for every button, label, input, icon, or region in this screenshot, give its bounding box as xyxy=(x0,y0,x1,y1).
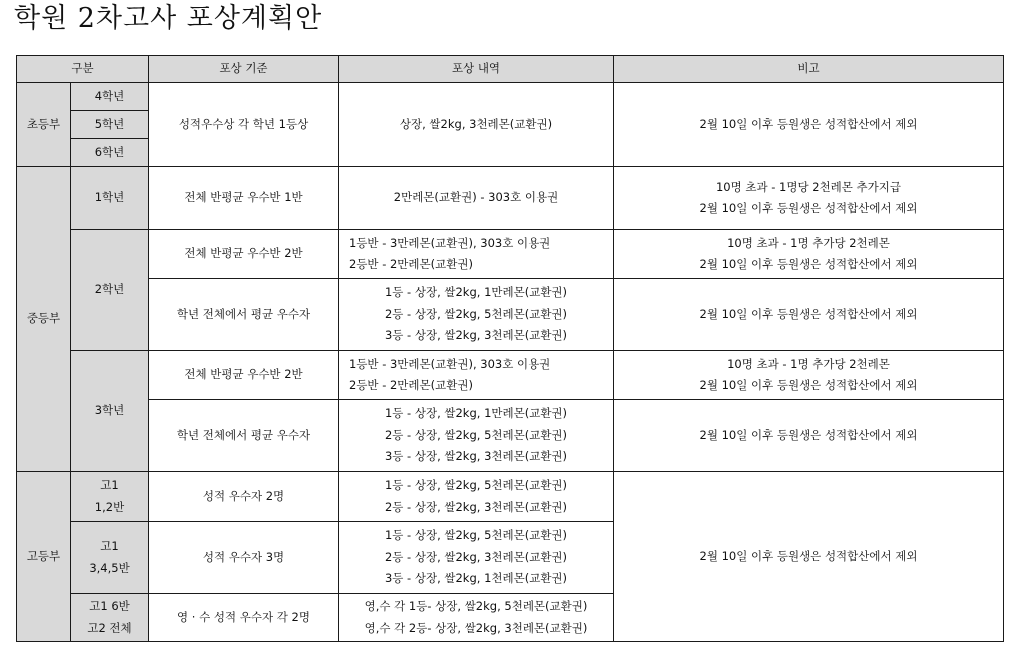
details-cell xyxy=(339,522,614,594)
table-row xyxy=(17,167,1004,230)
grade-line: 1,2반 xyxy=(94,499,125,514)
details-cell xyxy=(339,472,614,522)
details-cell: 2만레몬(교환권) - 303호 이용권 xyxy=(339,167,614,230)
division-middle: 중등부 xyxy=(17,167,71,472)
header-row xyxy=(17,56,1004,83)
grade-cell: 3학년 xyxy=(71,351,149,472)
table-row xyxy=(17,279,1004,351)
remarks-line: 10명 초과 - 1명 추가당 2천레몬 xyxy=(727,235,890,250)
header-division: 구분 xyxy=(17,56,149,83)
remarks-cell: 2월 10일 이후 등원생은 성적합산에서 제외 xyxy=(614,472,1004,642)
details-line: 1등 - 상장, 쌀2kg, 5천레몬(교환권) xyxy=(384,528,568,543)
grade-cell: 2학년 xyxy=(71,230,149,351)
grade-cell xyxy=(71,472,149,522)
details-line: 2등 - 상장, 쌀2kg, 5천레몬(교환권) xyxy=(384,427,568,442)
details-line: 1등반 - 3만레몬(교환권), 303호 이용권 xyxy=(349,235,551,250)
remarks-line: 2월 10일 이후 등원생은 성적합산에서 제외 xyxy=(699,378,918,392)
grade-cell: 5학년 xyxy=(71,111,149,139)
grade-line: 고1 xyxy=(100,478,119,492)
table-row xyxy=(17,230,1004,279)
details-line: 3등 - 상장, 쌀2kg, 3천레몬(교환권) xyxy=(384,449,568,464)
criteria-cell: 학년 전체에서 평균 우수자 xyxy=(149,400,339,472)
table-row xyxy=(17,400,1004,472)
table-row xyxy=(17,351,1004,400)
details-line: 1등반 - 3만레몬(교환권), 303호 이용권 xyxy=(349,356,551,371)
details-cell xyxy=(339,594,614,642)
remarks-line: 2월 10일 이후 등원생은 성적합산에서 제외 xyxy=(699,257,918,271)
table-row xyxy=(17,83,1004,111)
grade-line: 3,4,5반 xyxy=(89,560,130,575)
remarks-cell xyxy=(614,167,1004,230)
grade-cell: 1학년 xyxy=(71,167,149,230)
header-criteria: 포상 기준 xyxy=(149,56,339,83)
criteria-cell: 전체 반평균 우수반 1반 xyxy=(149,167,339,230)
details-cell xyxy=(339,351,614,400)
details-line: 2등반 - 2만레몬(교환권) xyxy=(349,257,473,271)
criteria-cell: 학년 전체에서 평균 우수자 xyxy=(149,279,339,351)
grade-cell: 4학년 xyxy=(71,83,149,111)
remarks-cell xyxy=(614,230,1004,279)
details-line: 3등 - 상장, 쌀2kg, 3천레몬(교환권) xyxy=(384,328,568,343)
criteria-cell: 성적우수상 각 학년 1등상 xyxy=(149,83,339,167)
header-details: 포상 내역 xyxy=(339,56,614,83)
details-line: 2등반 - 2만레몬(교환권) xyxy=(349,378,473,392)
details-line: 2등 - 상장, 쌀2kg, 5천레몬(교환권) xyxy=(384,306,568,321)
criteria-cell: 성적 우수자 2명 xyxy=(149,472,339,522)
grade-cell: 6학년 xyxy=(71,139,149,167)
award-plan-table xyxy=(16,55,1004,642)
criteria-cell: 전체 반평균 우수반 2반 xyxy=(149,230,339,279)
criteria-cell: 성적 우수자 3명 xyxy=(149,522,339,594)
division-high: 고등부 xyxy=(17,472,71,642)
details-line: 2등 - 상장, 쌀2kg, 3천레몬(교환권) xyxy=(384,499,568,514)
details-line: 1등 - 상장, 쌀2kg, 5천레몬(교환권) xyxy=(384,478,568,492)
details-cell xyxy=(339,279,614,351)
remarks-cell xyxy=(614,351,1004,400)
grade-line: 고1 xyxy=(100,539,119,553)
remarks-line: 10명 초과 - 1명 추가당 2천레몬 xyxy=(727,356,890,371)
remarks-line: 10명 초과 - 1명당 2천레몬 추가지급 xyxy=(715,179,901,194)
table-row xyxy=(17,472,1004,522)
details-cell xyxy=(339,230,614,279)
document-title: 학원 2차고사 포상계획안 xyxy=(14,3,323,34)
criteria-cell: 영 · 수 성적 우수자 각 2명 xyxy=(149,594,339,642)
details-cell xyxy=(339,400,614,472)
details-line: 2등 - 상장, 쌀2kg, 3천레몬(교환권) xyxy=(384,549,568,564)
details-line: 영,수 각 2등- 상장, 쌀2kg, 3천레몬(교환권) xyxy=(364,620,588,635)
details-cell: 상장, 쌀2kg, 3천레몬(교환권) xyxy=(339,83,614,167)
grade-cell xyxy=(71,594,149,642)
details-line: 1등 - 상장, 쌀2kg, 1만레몬(교환권) xyxy=(384,406,568,421)
criteria-cell: 전체 반평균 우수반 2반 xyxy=(149,351,339,400)
remarks-cell: 2월 10일 이후 등원생은 성적합산에서 제외 xyxy=(614,83,1004,167)
remarks-cell: 2월 10일 이후 등원생은 성적합산에서 제외 xyxy=(614,400,1004,472)
division-elementary: 초등부 xyxy=(17,83,71,167)
details-line: 영,수 각 1등- 상장, 쌀2kg, 5천레몬(교환권) xyxy=(364,599,588,613)
details-line: 3등 - 상장, 쌀2kg, 1천레몬(교환권) xyxy=(384,571,568,586)
details-line: 1등 - 상장, 쌀2kg, 1만레몬(교환권) xyxy=(384,285,568,300)
header-remarks: 비고 xyxy=(614,56,1004,83)
grade-line: 고2 전체 xyxy=(87,620,132,635)
grade-line: 고1 6반 xyxy=(89,599,130,613)
remarks-line: 2월 10일 이후 등원생은 성적합산에서 제외 xyxy=(699,201,918,215)
grade-cell xyxy=(71,522,149,594)
remarks-cell: 2월 10일 이후 등원생은 성적합산에서 제외 xyxy=(614,279,1004,351)
